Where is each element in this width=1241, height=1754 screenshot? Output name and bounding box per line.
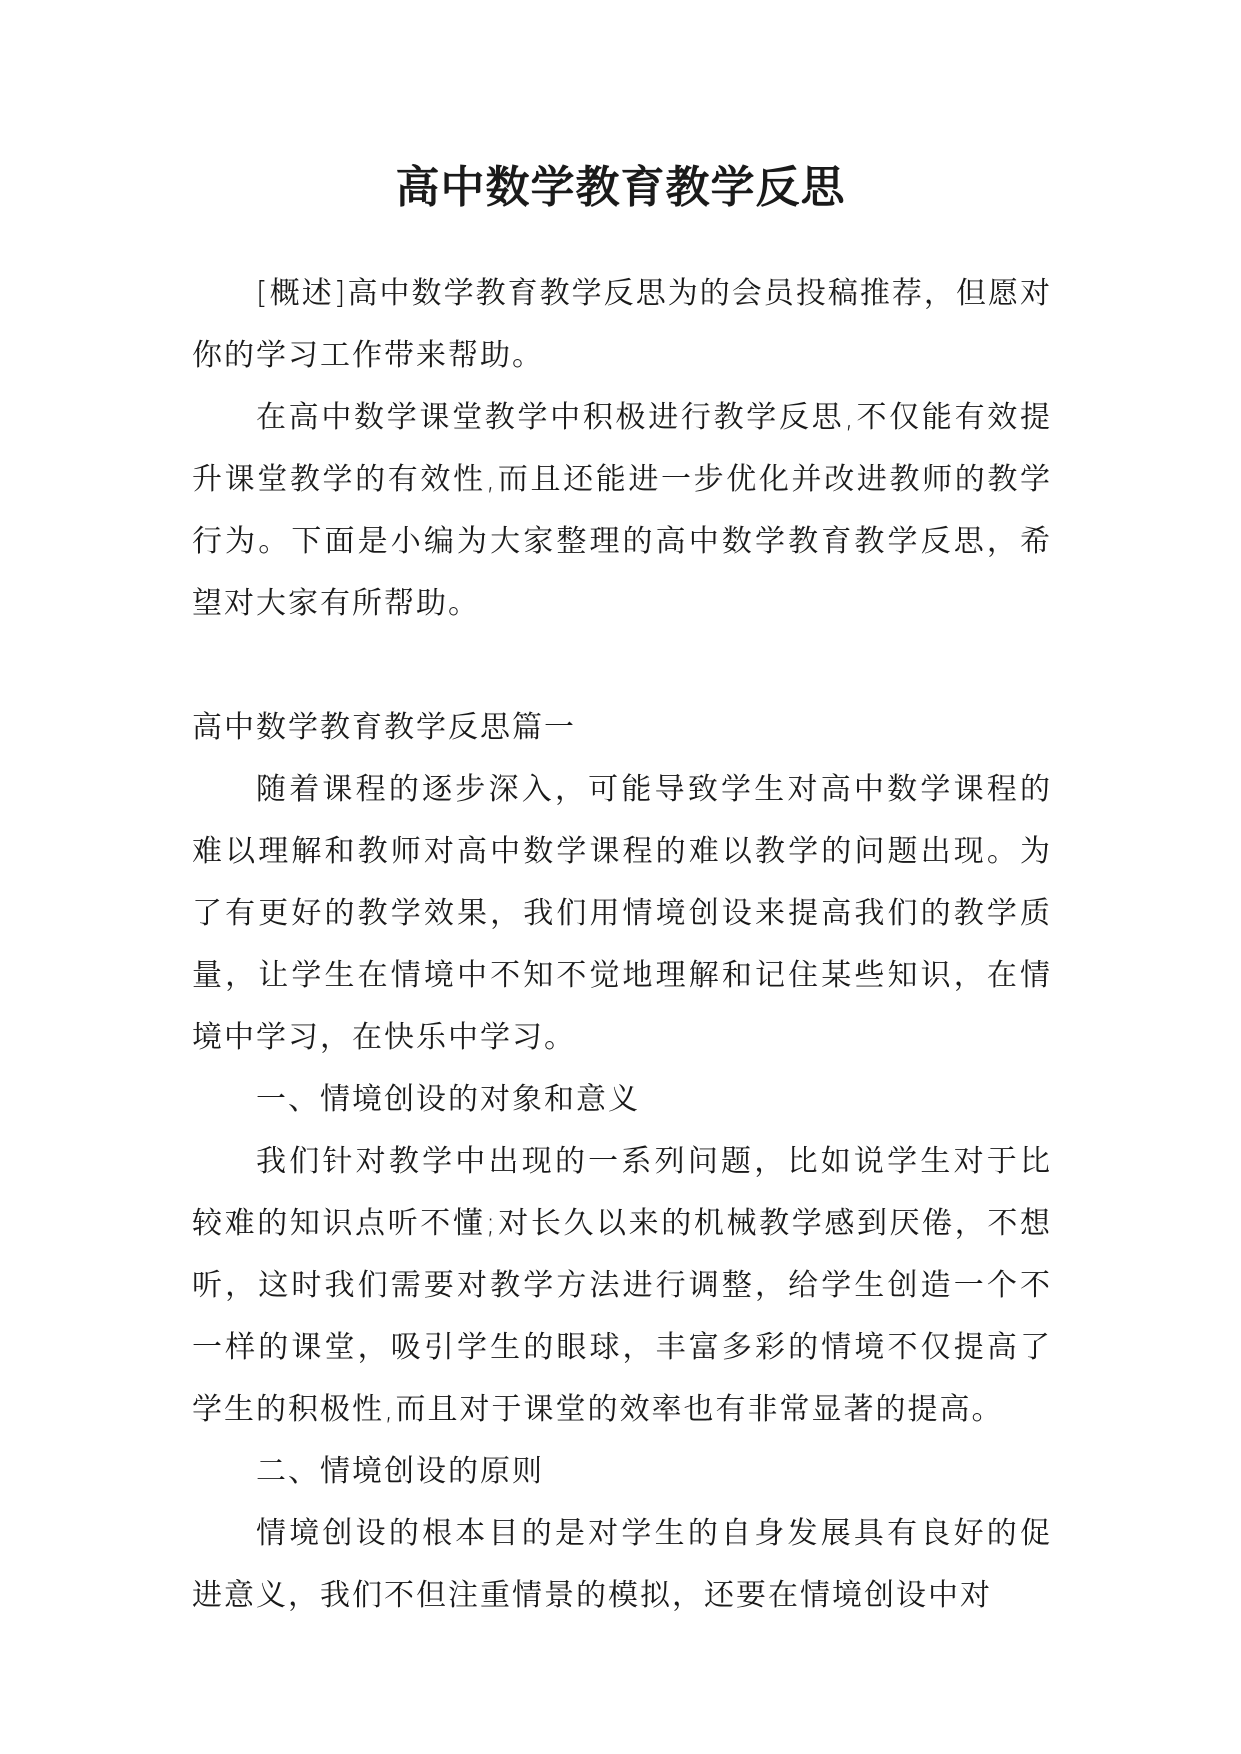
subheading-1: 一、情境创设的对象和意义: [256, 1082, 640, 1117]
document-body: [192, 263, 1052, 1627]
document-title: 高中数学教育教学反思: [395, 162, 846, 213]
intro-paragraph: 在高中数学课堂教学中积极进行教学反思,不仅能有效提升课堂教学的有效性,而且还能进一步优化并改进教师的教学行为。下面是小编为大家整理的高中数学教育教学反思，希望对大家有所帮助。: [192, 400, 1052, 621]
section-paragraph-2: 我们针对教学中出现的一系列问题，比如说学生对于比较难的知识点听不懂;对长久以来的机械教学感到厌倦，不想听，这时我们需要对教学方法进行调整，给学生创造一个不一样的课堂，吸引学生的眼球，丰富多彩的情境不仅提高了学生的积极性,而且对于课堂的效率也有非常显著的提高。: [192, 1144, 1052, 1427]
summary-paragraph: [概述]高中数学教育教学反思为的会员投稿推荐，但愿对你的学习工作带来帮助。: [192, 276, 1052, 373]
subheading-2: 二、情境创设的原则: [256, 1454, 544, 1489]
section-heading: 高中数学教育教学反思篇一: [192, 710, 576, 745]
paragraph-spacer: [192, 635, 1052, 697]
section-paragraph-1: 随着课程的逐步深入，可能导致学生对高中数学课程的难以理解和教师对高中数学课程的难以教学的问题出现。为了有更好的教学效果，我们用情境创设来提高我们的教学质量，让学生在情境中不知不觉地理解和记住某些知识，在情境中学习，在快乐中学习。: [192, 772, 1052, 1055]
section-paragraph-3: 情境创设的根本目的是对学生的自身发展具有良好的促进意义，我们不但注重情景的模拟，还要在情境创设中对: [192, 1516, 1052, 1613]
